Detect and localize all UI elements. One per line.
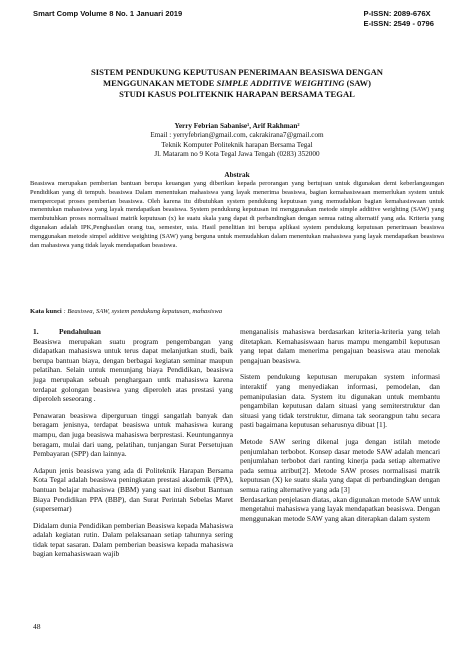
title-line-1: SISTEM PENDUKUNG KEPUTUSAN PENERIMAAN BEASISWA DENGAN	[91, 67, 383, 77]
section-heading	[33, 327, 233, 337]
title-line-2-emphasis: SIMPLE ADDITIVE WEIGHTING	[216, 78, 345, 88]
issn-block	[364, 9, 435, 29]
section-title: Pendahuluan	[59, 327, 101, 336]
keywords-text: : Beasiswa, SAW, system pendukung keputusan, mahasiswa	[61, 308, 223, 315]
eissn: E-ISSN: 2549 - 0796	[363, 19, 434, 28]
title-line-2-post: (SAW)	[344, 78, 371, 88]
journal-header: Smart Comp Volume 8 No. 1 Januari 2019	[33, 9, 183, 18]
left-paragraph: Penawaran beasiswa diperguruan tinggi sangatlah banyak dan beragam jenisnya, terdapat beasiswa untuk mahasiswa kurang mampu, dan juga beasiswa mahasiswa berprestasi. Keuntungannya beragam, mulai dari uang, pelatihan, tunjangan Surat Persetujuan Pembayaran (SPP) dan lainnya.	[33, 410, 233, 459]
abstract-text: Beasiswa merupakan pemberian bantuan berupa keuangan yang diberikan kepada perorangan yang bertujuan untuk digunakan demi keberlangsungan Pendidikan yang di tempuh. beasiswa Dalam menentukan mahasiswa yang layak menerima beasiswa, bagian kemahasiswaan memerlukan system untuk mempercepat proses pemberian beasiswa. Oleh karena itu dibutuhkan system pendukung keputusan yang memudahkan bagian kemahasiswaan untuk menentukan mahasiswa yang layak mendapatkan beasiswa. System pendukung keputusan ini menggunakan metode simple additive weighting (SAW) yang membutuhkan proses normalisasi matrik keputusan (x) ke suatu skala yang dapat di perbandingkan dengan semua rating alternatif yang ada. Kriteria yang digunakan adalah IPK,Penghasilan orang tua, semester, usia. Hasil penelitian ini berupa aplikasi system pendukung keputusan penerimaan beasiswa menggunakan metode simpel additive weighting (SAW) yang berguna untuk memudahkan dalam menentukan mahasiswa yang layak mendapatkan beasiswa dan mahasiswa yang tidak layak mendapatkan beasiswa.	[30, 180, 444, 249]
left-paragraph: Adapun jenis beasiswa yang ada di Politeknik Harapan Bersama Kota Tegal adalah beasiswa peningkatan prestasi akademik (PPA), bantuan belajar mahasiswa (BBM) yang saat ini disebut Bantuan Biaya Pendidikan PPA (BBP), dan Surat Perintah Sebelas Maret (supersemar)	[33, 465, 233, 514]
left-paragraph: Didalam dunia Pendidikan pemberian Beasiswa kepada Mahasiswa adalah kegiatan rutin. Dalam pelaksanaan setiap tahunnya sering tidak tepat sasaran. Dalam pemberian beasiswa kepada mahasiswa bagian kemahasiswaan wajib	[33, 520, 233, 559]
right-paragraph: Metode SAW sering dikenal juga dengan istilah metode penjumlahan terbobot. Konsep dasar metode SAW adalah mencari penjumlahan terbobot dari ranting kinerja pada setiap alternative pada semua atribut[2]. Metode SAW proses normalisasi matrik keputusan (X) ke suatu skala yang dapat di perbandingkan dengan semua rating alternative yang ada [3]	[240, 436, 440, 494]
section-number: 1.	[33, 327, 39, 336]
keywords	[30, 307, 444, 316]
title-line-2-pre: MENGGUNAKAN METODE	[103, 78, 217, 88]
paper-title	[50, 67, 424, 100]
left-paragraph: Beasiswa merupakan suatu program pengembangan yang didapatkan mahasiswa untuk terus dapat melanjutkan studi, baik berupa bantuan biaya, dengan berbagai kegiatan seminar maupun pelatihan. Selain untuk menunjang biaya Pendidikan, beasiswa juga merupakan sebuah penghargaan untk mahasiswa karena terdapat golongan beasiswa yang diperoleh atas prestasi yang diperoleh seseorang .	[33, 336, 233, 404]
keywords-label: Kata kunci	[30, 308, 62, 315]
author-email: Email : yerryfebrian@gmail.com, cakrakirana7@gmail.com	[150, 131, 324, 140]
left-column	[33, 327, 233, 566]
title-line-3: STUDI KASUS POLITEKNIK HARAPAN BERSAMA TEGAL	[119, 89, 355, 99]
author-block	[40, 122, 434, 160]
right-column	[240, 327, 440, 530]
author-address: Jl. Mataram no 9 Kota Tegal Jawa Tengah (0283) 352000	[154, 150, 320, 159]
author-names: Yerry Febrian Sabanise¹, Arif Rakhman²	[174, 122, 300, 130]
page-number: 48	[33, 622, 41, 631]
right-paragraph: menganalisis mahasiswa berdasarkan kriteria-kriteria yang telah ditetapkan. Kemahasiswaan harus mampu mengambil keputusan yang tepat dalam menerima pengajuan beasiswa atau menolak pengajuan beasiswa.	[240, 327, 440, 365]
right-paragraph: Berdasarkan penjelasan diatas, akan digunakan metode SAW untuk mengetahui mahasiswa yang layak mendapatkan beasiswa. Dengan menggunakan metode SAW yang akan diterapkan dalam system	[240, 494, 440, 523]
abstract-heading: Abstrak	[224, 171, 250, 179]
pissn: P-ISSN: 2089-676X	[363, 9, 431, 18]
title-line-2	[50, 78, 424, 89]
right-paragraph: Sistem pendukung keputusan merupakan system informasi interaktif yang menyediakan informasi, pemodelan, dan pemanipulasian data. System itu digunakan untuk membantu pengambilan keputusan dalam situasi yang semiterstruktur dan situasi yang tidak terstruktur, dimana tak seorangpun tahu secara pasti bagaimana keputusan seharusnya dibuat [1].	[240, 372, 440, 430]
author-department: Teknik Komputer Politeknik harapan Bersama Tegal	[161, 140, 313, 149]
